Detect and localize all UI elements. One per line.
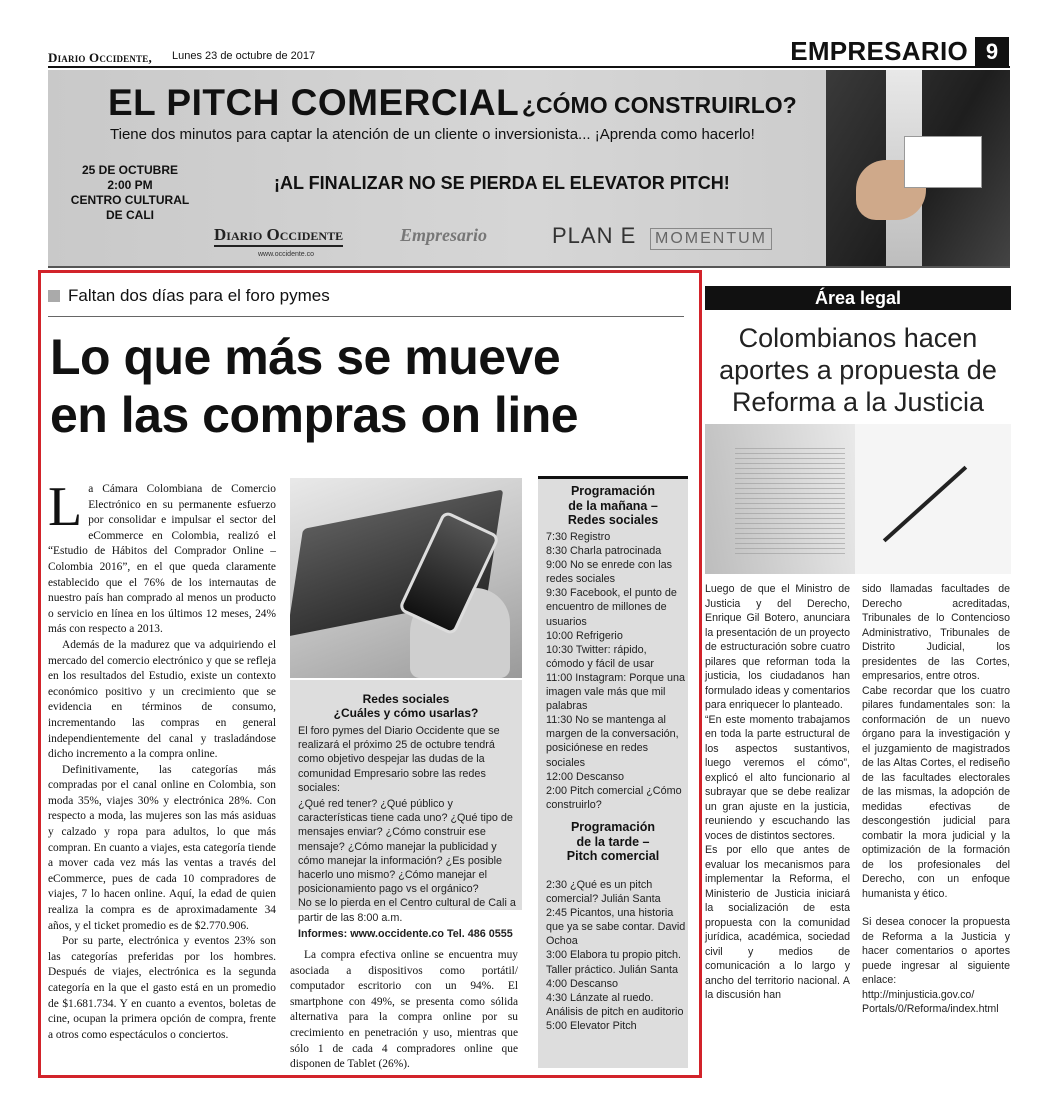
- kicker-square: [48, 290, 60, 302]
- afternoon-program-title: Programación de la tarde – Pitch comercial: [566, 820, 660, 864]
- book-pen-photo: [705, 424, 1011, 574]
- article-headline: Lo que más se mueve en las compras on line: [50, 329, 579, 443]
- social-box-body: El foro pymes del Diario Occidente que se realizará el próximo 25 de octubre tendrá como objetivo despejar las dudas de la comunidad Empresario sobre las redes sociales: ¿Qué red tener? ¿Qué público y características tiene cada uno? ¿Qué tipo de mensajes enviar? ¿Cómo construir ese mensaje? ¿Cómo manejar la publicidad y cómo manejar la información? ¿Es posible hacerlo uno mismo? ¿Cómo manejar el posicionamiento pago vs el orgánico? No se lo pierda en el Centro cultural de Cali a partir de las 8:00 a.m. Informes: www.occidente.co Tel. 486 0555: [298, 725, 516, 940]
- legal-column-1: Luego de que el Ministro de Justicia y del Derecho, Enrique Gil Botero, anunciara la presentación de un proyecto de estructuración sobre cuatro pilares que reforman toda la justicia, los ciudadanos han formulado ideas y comentarios para enriquecer lo planteado. “En este momento trabajamos en toda la parte estructural de los aspectos sustantivos, luego veremos el cómo”, explicó el alto funcionario al subrayar que se debe realizar un gran ajuste en la justicia, reuniendo y escuchando las voces de distintos sectores. Es por ello que antes de evaluar los mecanismos para implementar la Reforma, el Ministerio de Justicia iniciará la socialización de esta propuesta con la comunidad jurídica, académica, sociedad civil y medios de comunicación a lo largo y ancho del territorio nacional. A la discusión han: [705, 583, 850, 1001]
- banner-subtitle: ¿CÓMO CONSTRUIRLO?: [522, 92, 797, 118]
- event-details: 25 DE OCTUBRE 2:00 PM CENTRO CULTURAL DE CALI: [70, 163, 190, 222]
- drop-cap: L: [48, 476, 83, 538]
- legal-section-bar: Área legal: [705, 286, 1011, 310]
- morning-program-list: 7:30 Registro 8:30 Charla patrocinada 9:00 No se enrede con las redes sociales 9:30 Facebook, el punto de encuentro de millones de usuarios 10:00 Refrigerio 10:30 Twitter: rápido, cómodo y fácil de usar 11:00 Instagram: Porque una imagen vale más que mil palabras 11:30 No se mantenga al margen de la conversación, posiciónese en redes sociales 12:00 Descanso 2:00 Pitch comercial ¿Cómo construirlo?: [546, 531, 686, 811]
- afternoon-program-list: 2:30 ¿Qué es un pitch comercial? Julián Santa 2:45 Picantos, una historia que ya se sabe contar. David Ochoa 3:00 Elabora tu propio pitch. Taller práctico. Julián Santa 4:00 Descanso 4:30 Lánzate al ruedo. Análisis de pitch en auditorio 5:00 Elevator Pitch: [546, 879, 686, 1032]
- banner-title: EL PITCH COMERCIAL: [108, 82, 520, 123]
- book-text-lines: [735, 444, 845, 554]
- diario-occidente-url: www.occidente.co: [258, 251, 315, 258]
- article-column-1: La Cámara Colombiana de Comercio Electrónico en su permanente esfuerzo por consolidar e impulsar el sector del eCommerce en Colombia, realizó el “Estudio de Hábitos del Comprador Online – Colombia 2016”, en el que queda claramente establecido que el 76% de los internautas de nuestro país han comprado al menos un producto o servicio en línea en los últimos 12 meses, 24% más con respecto a 2013. Además de la madurez que va adquiriendo el mercado del comercio electrónico y que se refleja en los resultados del Estudio, existe un contexto económico positivo y un crecimiento que se evidencia en términos de consumo, incrementando las compras en general independientemente del canal y trasladándose dicho incremento a la compra online. Definitivamente, las categorías más compradas por el canal online en Colombia, son moda 35%, viajes 30% y electrónica 28%. Con respecto a moda, las mujeres son las más asiduas y calzado y ropa para adultos, lo que más compran. En cuanto a viajes, esta categoría tiende a mover cada vez más las ventas a través del eCommerce, pues de cada 10 compradores de viajes, 7 lo hacen online. Aquí, la edad de quien realiza la compra es de aproximadamente 34 años, y el ticket promedio es de $2.770.906. Por su parte, electrónica y eventos 23% son las categorías preferidas por los hombres. Después de viajes, electrónica es la segunda categoría en la que el gasto está en un promedio de $1.681.734. Y en cuanto a eventos, boletas de cine, ocupan la primera opción de compra, frente a otros como espectáculos o conciertos.: [48, 476, 276, 1041]
- paper-name: Diario Occidente,: [48, 50, 152, 65]
- legal-headline: Colombianos hacen aportes a propuesta de Reforma a la Justicia: [719, 323, 997, 417]
- program-box: [538, 476, 688, 1068]
- legal-link-paragraph: Si desea conocer la propuesta de Reforma a la Justicia y hacer comentarios o aportes puede ingresar al siguiente enlace: http://minjusticia.gov.co/ Portals/0/Reforma/index.html: [862, 916, 1010, 1015]
- diario-occidente-logo: Diario Occidente: [214, 225, 343, 247]
- header-rule: [48, 66, 1010, 68]
- contact-info: Informes: www.occidente.co Tel. 486 0555: [298, 927, 513, 940]
- program-rule: [538, 476, 688, 479]
- event-banner: [48, 70, 1010, 268]
- page-number: 9: [975, 37, 1009, 66]
- social-media-box: [290, 680, 522, 940]
- article-column-2: La compra efectiva online se encuentra muy asociada a dispositivos como portátil/ computador escritorio con un 94%. El smartphone con 49%, se presenta como sólida alternativa para la compra online por su crecimiento en penetración y uso, mientras que sólo 1 de cada 4 compradores online que disponen de Tablet (26%).: [290, 949, 518, 1071]
- morning-program-title: Programación de la mañana – Redes sociales: [567, 484, 659, 528]
- issue-date: Lunes 23 de octubre de 2017: [172, 50, 316, 62]
- legal-column-2: sido llamadas facultades de Derecho acreditadas, Tribunales de lo Contencioso Administrativo, Tribunales de Distrito Judicial, los presidentes de las Cortes, empresarios, entre otros. Cabe recordar que los cuatro pilares fundamentales son: la conformación de un nuevo órgano para la investigación y el juzgamiento de magistrados de las Altas Cortes, el rediseño de las facultades electorales de las mismas, la adopción de medidas efectivas de descongestión judicial para combatir la mora judicial y la optimización de la formación de los profesionales del Derecho, con un enfoque humanista y ético. Si desea conocer la propuesta de Reforma a la Justicia y hacer comentarios o aportes puede ingresar al siguiente enlace: http://minjusticia.gov.co/ Portals/0/Reforma/index.html: [862, 583, 1010, 1015]
- banner-elevator: ¡AL FINALIZAR NO SE PIERDA EL ELEVATOR PITCH!: [274, 173, 730, 193]
- empresario-logo: Empresario: [400, 225, 488, 245]
- kicker-rule: [48, 316, 684, 317]
- business-card: [904, 136, 982, 188]
- social-box-title: Redes sociales ¿Cuáles y cómo usarlas?: [333, 692, 479, 720]
- section-name: EMPRESARIO: [790, 36, 968, 66]
- banner-tagline: Tiene dos minutos para captar la atención de un cliente o inversionista... ¡Aprenda como hacerlo!: [110, 126, 755, 143]
- laptop-phone-photo: [290, 478, 522, 678]
- article-kicker: Faltan dos días para el foro pymes: [68, 286, 330, 305]
- momentum-logo: MOMENTUM: [650, 228, 772, 250]
- plan-e-logo: PLAN E: [552, 223, 637, 248]
